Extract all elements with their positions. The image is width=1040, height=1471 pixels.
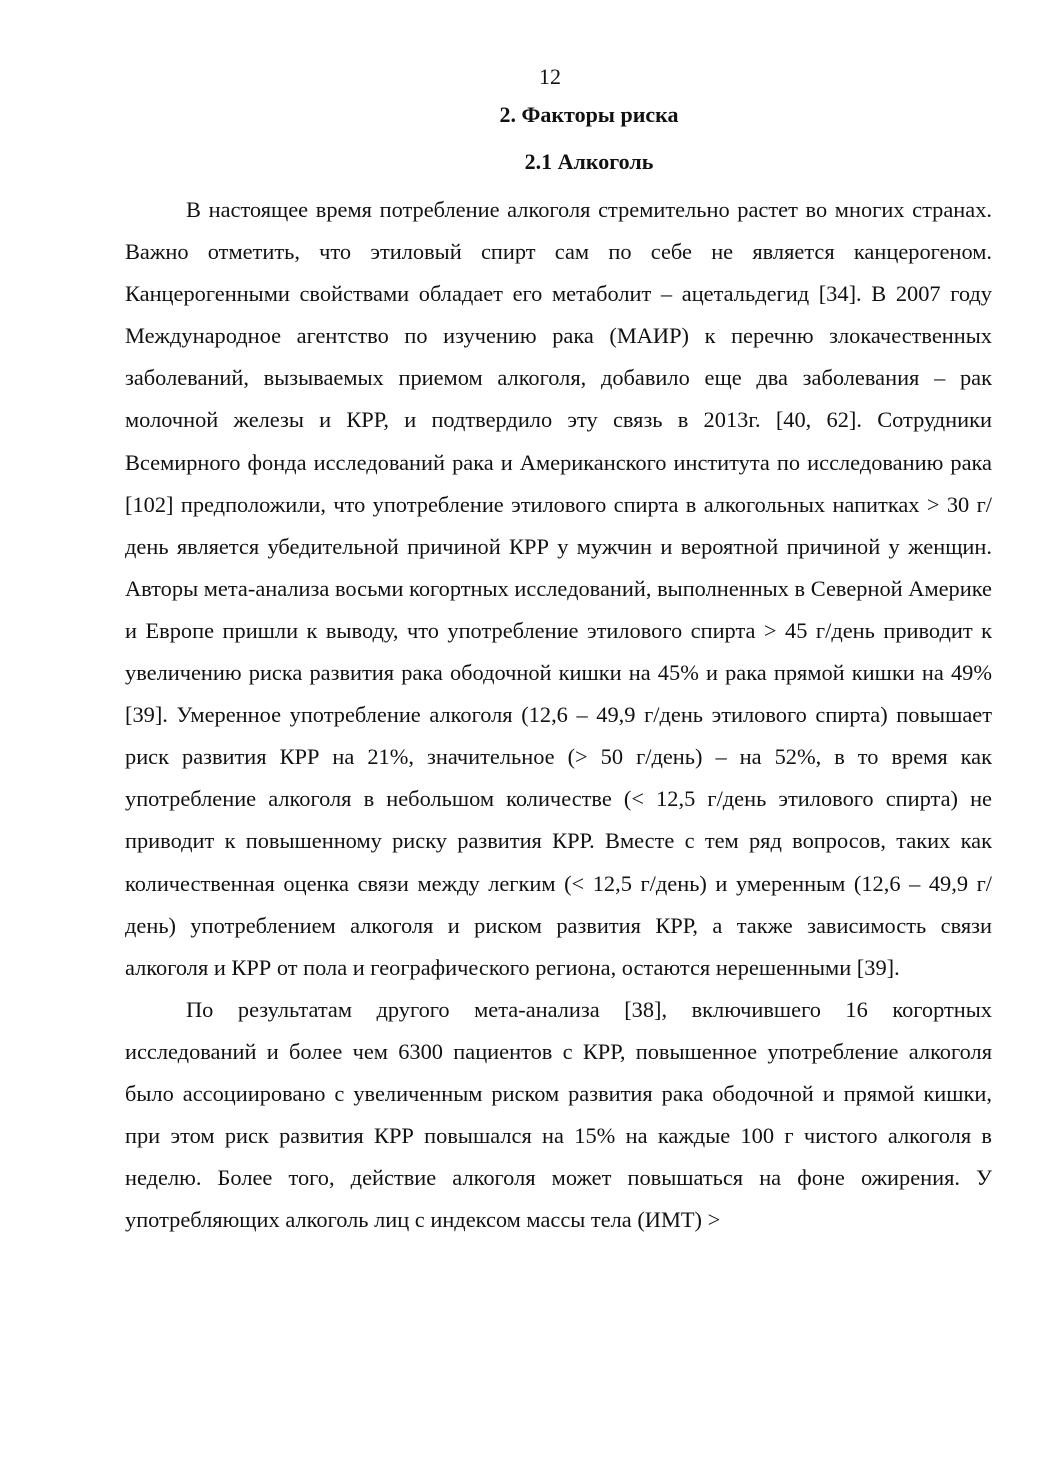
subsection-title: 2.1 Алкоголь (524, 149, 654, 174)
page-number: 12 (539, 64, 561, 89)
paragraph-1: В настоящее время потребление алкоголя стремительно растет во многих странах. Важно отметить, что этиловый спирт сам по себе не является канцерогеном. Канцерогенными свойствами обладает его метаболит – ацетальдегид [34]. В 2007 году Международное агентство по изучению рака (МАИР) к перечню злокачественных заболеваний, вызываемых приемом алкоголя, добавило еще два заболевания – рак молочной железы и КРР, и подтвердило эту связь в 2013г. [40, 62]. Сотрудники Всемирного фонда исследований рака и Американского института по исследованию рака [102] предположили, что употребление этилового спирта в алкогольных напитках > 30 г/день является убедительной причиной КРР у мужчин и вероятной причиной у женщин. Авторы мета-анализа восьми когортных исследований, выполненных в Северной Америке и Европе пришли к выводу, что употребление этилового спирта > 45 г/день приводит к увеличению риска развития рака ободочной кишки на 45% и рака прямой кишки на 49% [39]. Умеренное употребление алкоголя (12,6 – 49,9 г/день этилового спирта) повышает риск развития КРР на 21%, значительное (> 50 г/день) – на 52%, в то время как употребление алкоголя в небольшом количестве (< 12,5 г/день этилового спирта) не приводит к повышенному риску развития КРР. Вместе с тем ряд вопросов, таких как количественная оценка связи между легким (< 12,5 г/день) и умеренным (12,6 – 49,9 г/день) употреблением алкоголя и риском развития КРР, а также зависимость связи алкоголя и КРР от пола и географического региона, остаются нерешенными [39]. (125, 197, 992, 980)
paragraph-2: По результатам другого мета-анализа [38], включившего 16 когортных исследований и более чем 6300 пациентов с КРР, повышенное употребление алкоголя было ассоциировано с увеличенным риском развития рака ободочной и прямой кишки, при этом риск развития КРР повышался на 15% на каждые 100 г чистого алкоголя в неделю. Более того, действие алкоголя может повышаться на фоне ожирения. У употребляющих алкоголь лиц с индексом массы тела (ИМТ) > (125, 996, 992, 1233)
section-title: 2. Факторы риска (499, 102, 679, 127)
body-text (125, 189, 992, 1241)
